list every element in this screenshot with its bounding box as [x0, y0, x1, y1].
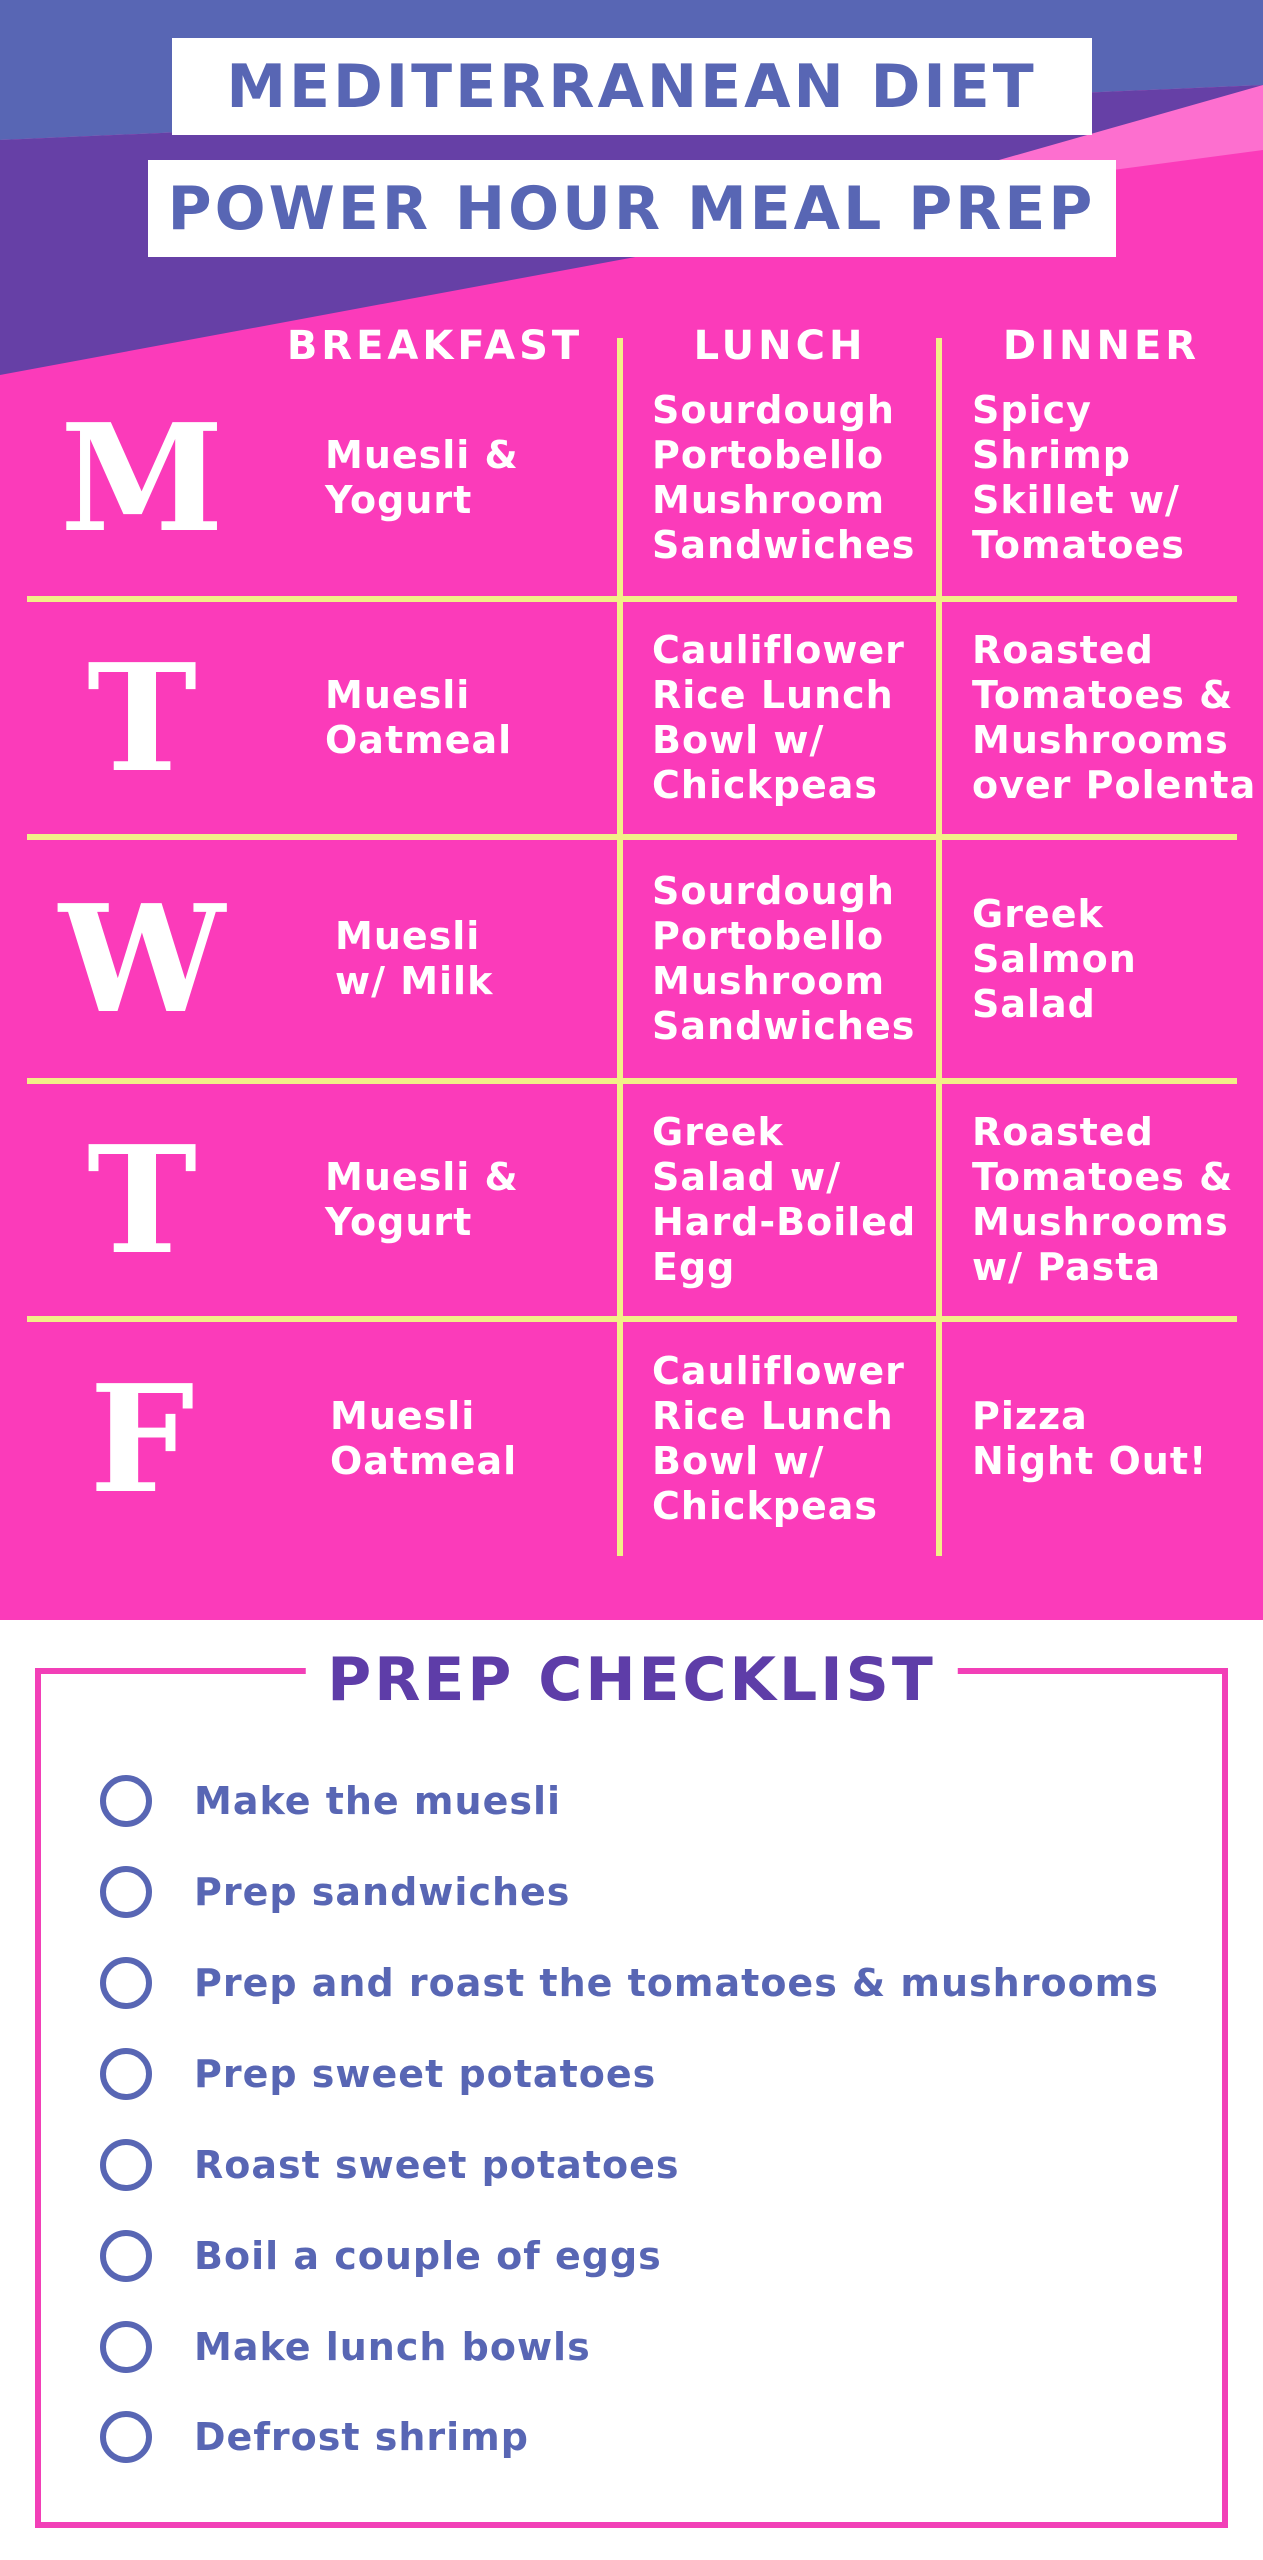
checklist-item-label: Make the muesli [194, 1779, 562, 1823]
lunch-cell: Sourdough Portobello Mushroom Sandwiches [652, 869, 916, 1048]
checkbox-circle-icon[interactable] [100, 2230, 152, 2282]
breakfast-cell: Muesli Oatmeal [325, 673, 513, 762]
dinner-cell: Spicy Shrimp Skillet w/ Tomatoes [972, 388, 1185, 567]
checklist-item[interactable] [100, 2404, 529, 2470]
title-line-2: POWER HOUR MEAL PREP [148, 160, 1116, 257]
checklist-item-label: Defrost shrimp [194, 2415, 529, 2459]
column-header-lunch: LUNCH [693, 323, 867, 369]
dinner-cell: Greek Salmon Salad [972, 891, 1137, 1026]
checklist-item[interactable] [100, 2041, 656, 2107]
checklist-item[interactable] [100, 1950, 1159, 2016]
checklist-item-label: Prep sandwiches [194, 1870, 571, 1914]
dinner-cell: Pizza Night Out! [972, 1394, 1208, 1483]
checkbox-circle-icon[interactable] [100, 2321, 152, 2373]
lunch-cell: Greek Salad w/ Hard-Boiled Egg [652, 1110, 917, 1289]
checkbox-circle-icon[interactable] [100, 2048, 152, 2100]
grid-divider-vertical [936, 338, 942, 1556]
checklist-item-label: Boil a couple of eggs [194, 2234, 662, 2278]
breakfast-cell: Muesli & Yogurt [325, 433, 519, 522]
checkbox-circle-icon[interactable] [100, 1866, 152, 1918]
checkbox-circle-icon[interactable] [100, 2139, 152, 2191]
day-letter: W [58, 872, 226, 1046]
column-header-breakfast: BREAKFAST [286, 323, 584, 369]
dinner-cell: Roasted Tomatoes & Mushrooms w/ Pasta [972, 1110, 1234, 1289]
breakfast-cell: Muesli Oatmeal [330, 1394, 518, 1483]
checklist-item[interactable] [100, 1768, 561, 1834]
day-letter: F [89, 1352, 195, 1526]
lunch-cell: Cauliflower Rice Lunch Bowl w/ Chickpeas [652, 1349, 905, 1528]
title-line-1: MEDITERRANEAN DIET [172, 38, 1092, 135]
checklist-item-label: Roast sweet potatoes [194, 2143, 680, 2187]
checklist-item-label: Make lunch bowls [194, 2325, 591, 2369]
lunch-cell: Sourdough Portobello Mushroom Sandwiches [652, 388, 916, 567]
day-letter: T [86, 1113, 198, 1287]
checklist-item-label: Prep and roast the tomatoes & mushrooms [194, 1961, 1159, 2005]
checkbox-circle-icon[interactable] [100, 2411, 152, 2463]
breakfast-cell: Muesli w/ Milk [335, 914, 494, 1003]
checklist-item-label: Prep sweet potatoes [194, 2052, 657, 2096]
dinner-cell: Roasted Tomatoes & Mushrooms over Polenta [972, 628, 1257, 807]
checklist-item[interactable] [100, 2314, 591, 2380]
checkbox-circle-icon[interactable] [100, 1957, 152, 2009]
lunch-cell: Cauliflower Rice Lunch Bowl w/ Chickpeas [652, 628, 905, 807]
checkbox-circle-icon[interactable] [100, 1775, 152, 1827]
checklist-item[interactable] [100, 2223, 662, 2289]
checklist-item[interactable] [100, 2132, 679, 2198]
day-letter: T [86, 631, 198, 805]
checklist-item[interactable] [100, 1859, 570, 1925]
checklist-title: PREP CHECKLIST [305, 1640, 957, 1720]
breakfast-cell: Muesli & Yogurt [325, 1155, 519, 1244]
day-letter: M [60, 391, 224, 565]
column-header-dinner: DINNER [1002, 323, 1201, 369]
